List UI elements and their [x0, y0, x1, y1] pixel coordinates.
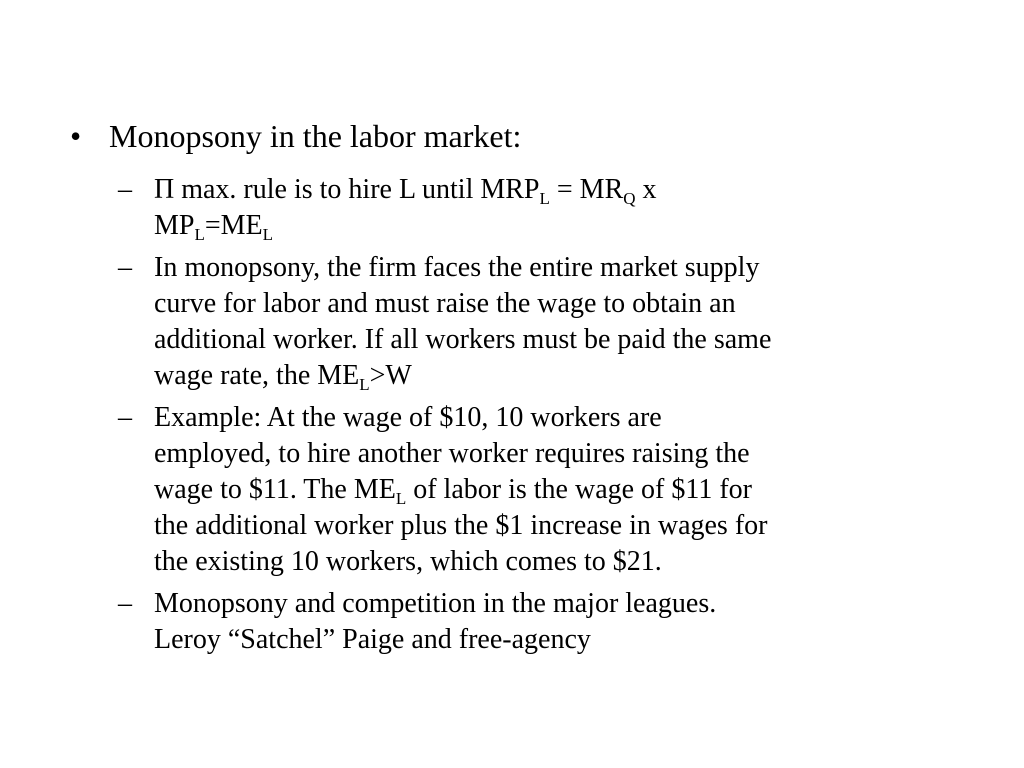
main-point-text: Monopsony in the labor market: — [109, 118, 522, 154]
subscript: L — [539, 189, 550, 208]
sub-point-text — [154, 400, 918, 580]
text-run: =ME — [204, 210, 263, 241]
text-line — [154, 172, 918, 208]
subscript: L — [395, 489, 407, 508]
text-line: Monopsony and competition in the major leagues. — [154, 588, 717, 619]
sub-point-example — [118, 400, 918, 580]
text-run: Π max. rule is to hire L until MRP — [154, 174, 540, 205]
dash-icon: – — [118, 174, 132, 205]
text-line: the additional worker plus the $1 increase in wages for — [154, 510, 768, 541]
sub-point-profit-max-rule — [118, 172, 918, 244]
text-line: In monopsony, the firm faces the entire market supply — [154, 252, 760, 283]
sub-point-text — [154, 250, 918, 394]
text-run: = MR — [549, 174, 624, 205]
subscript: L — [262, 225, 274, 244]
sub-point-text — [154, 586, 918, 658]
text-run: wage rate, the ME — [154, 360, 360, 391]
dash-icon: – — [118, 252, 132, 283]
subscript: L — [194, 225, 205, 244]
sub-point-text — [154, 172, 918, 244]
text-run: x — [635, 174, 657, 205]
text-run: of labor is the wage of $11 for — [406, 474, 752, 505]
text-run: MP — [154, 210, 195, 241]
dash-icon: – — [118, 402, 132, 433]
text-line: Leroy “Satchel” Paige and free-agency — [154, 624, 591, 655]
text-line: additional worker. If all workers must be paid the same — [154, 324, 772, 355]
text-run: wage to $11. The ME — [154, 474, 396, 505]
bullet-icon: • — [70, 118, 82, 154]
dash-icon: – — [118, 588, 132, 619]
subscript: L — [359, 375, 370, 394]
sub-point-major-leagues — [118, 586, 918, 658]
text-line — [154, 358, 918, 394]
text-line: the existing 10 workers, which comes to $21. — [154, 546, 662, 577]
text-line: curve for labor and must raise the wage to obtain an — [154, 288, 736, 319]
sub-point-list — [118, 172, 918, 664]
subscript: Q — [623, 189, 636, 208]
text-line — [154, 208, 918, 244]
text-line — [154, 472, 918, 508]
text-line: Example: At the wage of $10, 10 workers are — [154, 402, 662, 433]
text-line: employed, to hire another worker requires raising the — [154, 438, 750, 469]
sub-point-monopsony-supply — [118, 250, 918, 394]
text-run: >W — [369, 360, 412, 391]
